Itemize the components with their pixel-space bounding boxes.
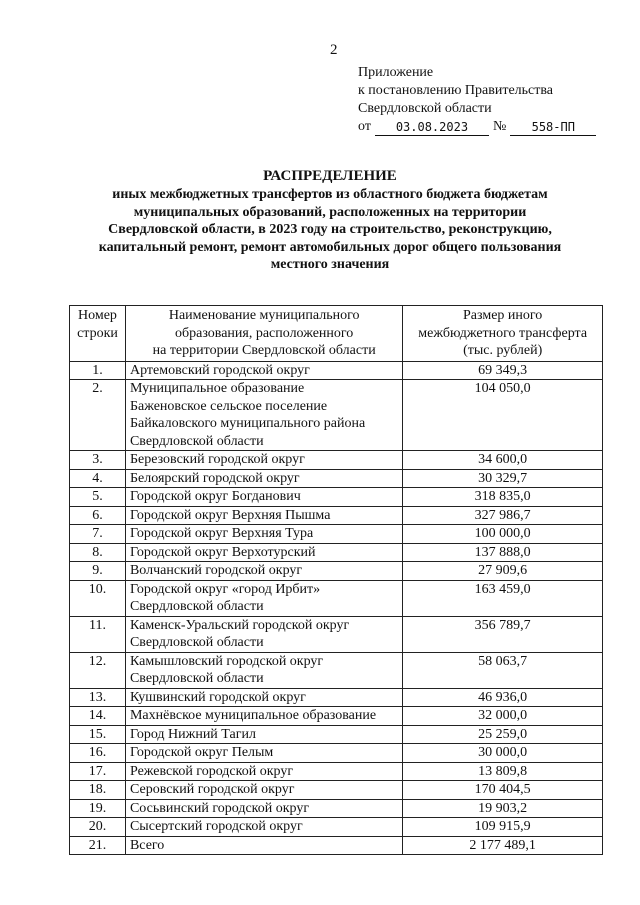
- header-row-number: [70, 306, 126, 362]
- table-row: [70, 781, 603, 800]
- municipality-name: [125, 781, 402, 800]
- transfer-amount: 109 915,9: [403, 818, 603, 837]
- transfer-amount: 356 789,7: [403, 616, 603, 652]
- table-row: [70, 469, 603, 488]
- municipality-name: [125, 451, 402, 470]
- row-number: 15.: [70, 725, 126, 744]
- transfer-amount: 100 000,0: [403, 525, 603, 544]
- table-row: [70, 543, 603, 562]
- municipality-name-line: Каменск-Уральский городской округ: [129, 617, 350, 633]
- header-amount: [403, 306, 603, 362]
- document-title: [60, 166, 600, 274]
- municipality-name-line: Всего: [129, 837, 165, 853]
- table-row: [70, 762, 603, 781]
- table-row: [70, 451, 603, 470]
- municipality-name-line: Городской округ Пелым: [129, 745, 274, 760]
- transfer-amount: 69 349,3: [403, 361, 603, 380]
- appendix-date-line: [358, 118, 596, 136]
- municipality-name: [125, 488, 402, 507]
- municipality-name: [125, 380, 402, 451]
- title-main: РАСПРЕДЕЛЕНИЕ: [263, 168, 397, 184]
- municipality-name-line: Сосьвинский городской округ: [129, 800, 310, 816]
- row-number: 7.: [70, 525, 126, 544]
- municipality-name: [125, 361, 402, 380]
- row-number: 20.: [70, 818, 126, 837]
- municipality-name: [125, 744, 402, 763]
- table-row: [70, 616, 603, 652]
- municipality-name-line: Камышловский городской округ: [129, 653, 324, 669]
- transfer-amount: 327 986,7: [403, 506, 603, 525]
- row-number: 18.: [70, 781, 126, 800]
- header-line: межбюджетного трансферта: [418, 325, 588, 341]
- municipality-name-line: Сысертский городской округ: [129, 819, 303, 834]
- transfer-amount: 30 329,7: [403, 469, 603, 488]
- municipality-name: [125, 799, 402, 818]
- transfer-amount: 58 063,7: [403, 652, 603, 688]
- table-row: [70, 707, 603, 726]
- municipality-name: [125, 688, 402, 707]
- row-number: 14.: [70, 707, 126, 726]
- row-number: 6.: [70, 506, 126, 525]
- title-line: Свердловской области, в 2023 году на строительство, реконструкцию,: [108, 222, 552, 237]
- table-row: [70, 562, 603, 581]
- title-line: местного значения: [270, 257, 390, 272]
- table-row: [70, 688, 603, 707]
- municipality-name: [125, 652, 402, 688]
- municipality-name-line: Волчанский городской округ: [129, 563, 303, 578]
- header-line: (тыс. рублей): [463, 343, 543, 358]
- municipality-name-line: Муниципальное образование: [129, 381, 305, 396]
- header-line: Наименование муниципального: [168, 308, 360, 323]
- transfer-amount: 32 000,0: [403, 707, 603, 726]
- municipality-name: [125, 616, 402, 652]
- header-line: строки: [77, 325, 118, 341]
- municipality-name: [125, 707, 402, 726]
- transfer-amount: 2 177 489,1: [403, 836, 603, 855]
- header-line: Размер иного: [463, 308, 543, 323]
- municipality-name-line: Режевской городской округ: [129, 763, 294, 779]
- municipality-name-line: Березовский городской округ: [129, 452, 305, 467]
- municipality-name-line: Серовский городской округ: [129, 782, 295, 797]
- row-number: 2.: [70, 380, 126, 451]
- municipality-name: [125, 725, 402, 744]
- table-row: [70, 818, 603, 837]
- municipality-name: [125, 762, 402, 781]
- header-line: на территории Свердловской области: [152, 343, 376, 358]
- transfer-amount: 46 936,0: [403, 688, 603, 707]
- row-number: 9.: [70, 562, 126, 581]
- table-row: [70, 361, 603, 380]
- row-number: 17.: [70, 762, 126, 781]
- municipality-name-line: Город Нижний Тагил: [129, 726, 256, 742]
- row-number: 13.: [70, 688, 126, 707]
- transfer-amount: 30 000,0: [403, 744, 603, 763]
- municipality-name-line: Свердловской области: [129, 433, 264, 449]
- header-line: образования, расположенного: [174, 325, 354, 341]
- municipality-name-line: Свердловской области: [129, 671, 264, 686]
- number-sign: №: [492, 119, 507, 134]
- transfer-amount: 104 050,0: [403, 380, 603, 451]
- municipality-name-line: Артемовский городской округ: [129, 362, 310, 378]
- municipality-name-line: Городской округ «город Ирбит»: [129, 581, 321, 597]
- title-line: муниципальных образований, расположенных на территории: [133, 204, 527, 220]
- row-number: 10.: [70, 580, 126, 616]
- municipality-name-line: Свердловской области: [129, 635, 264, 650]
- transfer-amount: 163 459,0: [403, 580, 603, 616]
- municipality-name-line: Кушвинский городской округ: [129, 689, 306, 705]
- table-body: [70, 361, 603, 855]
- row-number: 11.: [70, 616, 126, 652]
- distribution-table: [69, 305, 603, 855]
- municipality-name: [125, 836, 402, 855]
- row-number: 16.: [70, 744, 126, 763]
- header-municipality: [125, 306, 402, 362]
- transfer-amount: 318 835,0: [403, 488, 603, 507]
- decree-number: 558-ПП: [510, 120, 596, 136]
- table-row: [70, 488, 603, 507]
- page-number: 2: [330, 42, 338, 58]
- row-number: 4.: [70, 469, 126, 488]
- table-row: [70, 836, 603, 855]
- header-line: Номер: [78, 308, 117, 323]
- appendix-line-3: Свердловской области: [358, 101, 492, 116]
- municipality-name: [125, 818, 402, 837]
- row-number: 21.: [70, 836, 126, 855]
- row-number: 3.: [70, 451, 126, 470]
- table-row: [70, 799, 603, 818]
- table-row: [70, 725, 603, 744]
- transfer-amount: 13 809,8: [403, 762, 603, 781]
- municipality-name: [125, 469, 402, 488]
- transfer-amount: 25 259,0: [403, 725, 603, 744]
- table-row: [70, 652, 603, 688]
- transfer-amount: 19 903,2: [403, 799, 603, 818]
- decree-date: 03.08.2023: [375, 120, 489, 136]
- municipality-name-line: Баженовское сельское поселение: [129, 398, 328, 414]
- appendix-line-1: Приложение: [358, 65, 434, 80]
- row-number: 19.: [70, 799, 126, 818]
- municipality-name: [125, 506, 402, 525]
- municipality-name-line: Свердловской области: [129, 599, 264, 614]
- appendix-line-2: к постановлению Правительства: [358, 83, 554, 98]
- date-prefix: от: [358, 119, 371, 134]
- title-line: иных межбюджетных трансфертов из областного бюджета бюджетам: [112, 187, 548, 202]
- row-number: 12.: [70, 652, 126, 688]
- transfer-amount: 137 888,0: [403, 543, 603, 562]
- table-header-row: [70, 306, 603, 362]
- municipality-name-line: Белоярский городской округ: [129, 470, 300, 486]
- municipality-name: [125, 543, 402, 562]
- municipality-name-line: Городской округ Верхняя Тура: [129, 526, 314, 541]
- municipality-name-line: Городской округ Верхняя Пышма: [129, 507, 331, 523]
- table-row: [70, 506, 603, 525]
- municipality-name-line: Городской округ Богданович: [129, 489, 301, 504]
- title-line: капитальный ремонт, ремонт автомобильных дорог общего пользования: [98, 239, 562, 255]
- transfer-amount: 170 404,5: [403, 781, 603, 800]
- municipality-name-line: Городской округ Верхотурский: [129, 544, 316, 560]
- transfer-amount: 34 600,0: [403, 451, 603, 470]
- transfer-amount: 27 909,6: [403, 562, 603, 581]
- table-row: [70, 525, 603, 544]
- table-row: [70, 380, 603, 451]
- row-number: 8.: [70, 543, 126, 562]
- municipality-name: [125, 580, 402, 616]
- row-number: 1.: [70, 361, 126, 380]
- row-number: 5.: [70, 488, 126, 507]
- table-row: [70, 580, 603, 616]
- municipality-name: [125, 562, 402, 581]
- municipality-name-line: Махнёвское муниципальное образование: [129, 708, 377, 723]
- municipality-name: [125, 525, 402, 544]
- municipality-name-line: Байкаловского муниципального района: [129, 416, 366, 431]
- table-row: [70, 744, 603, 763]
- appendix-block: [358, 64, 596, 136]
